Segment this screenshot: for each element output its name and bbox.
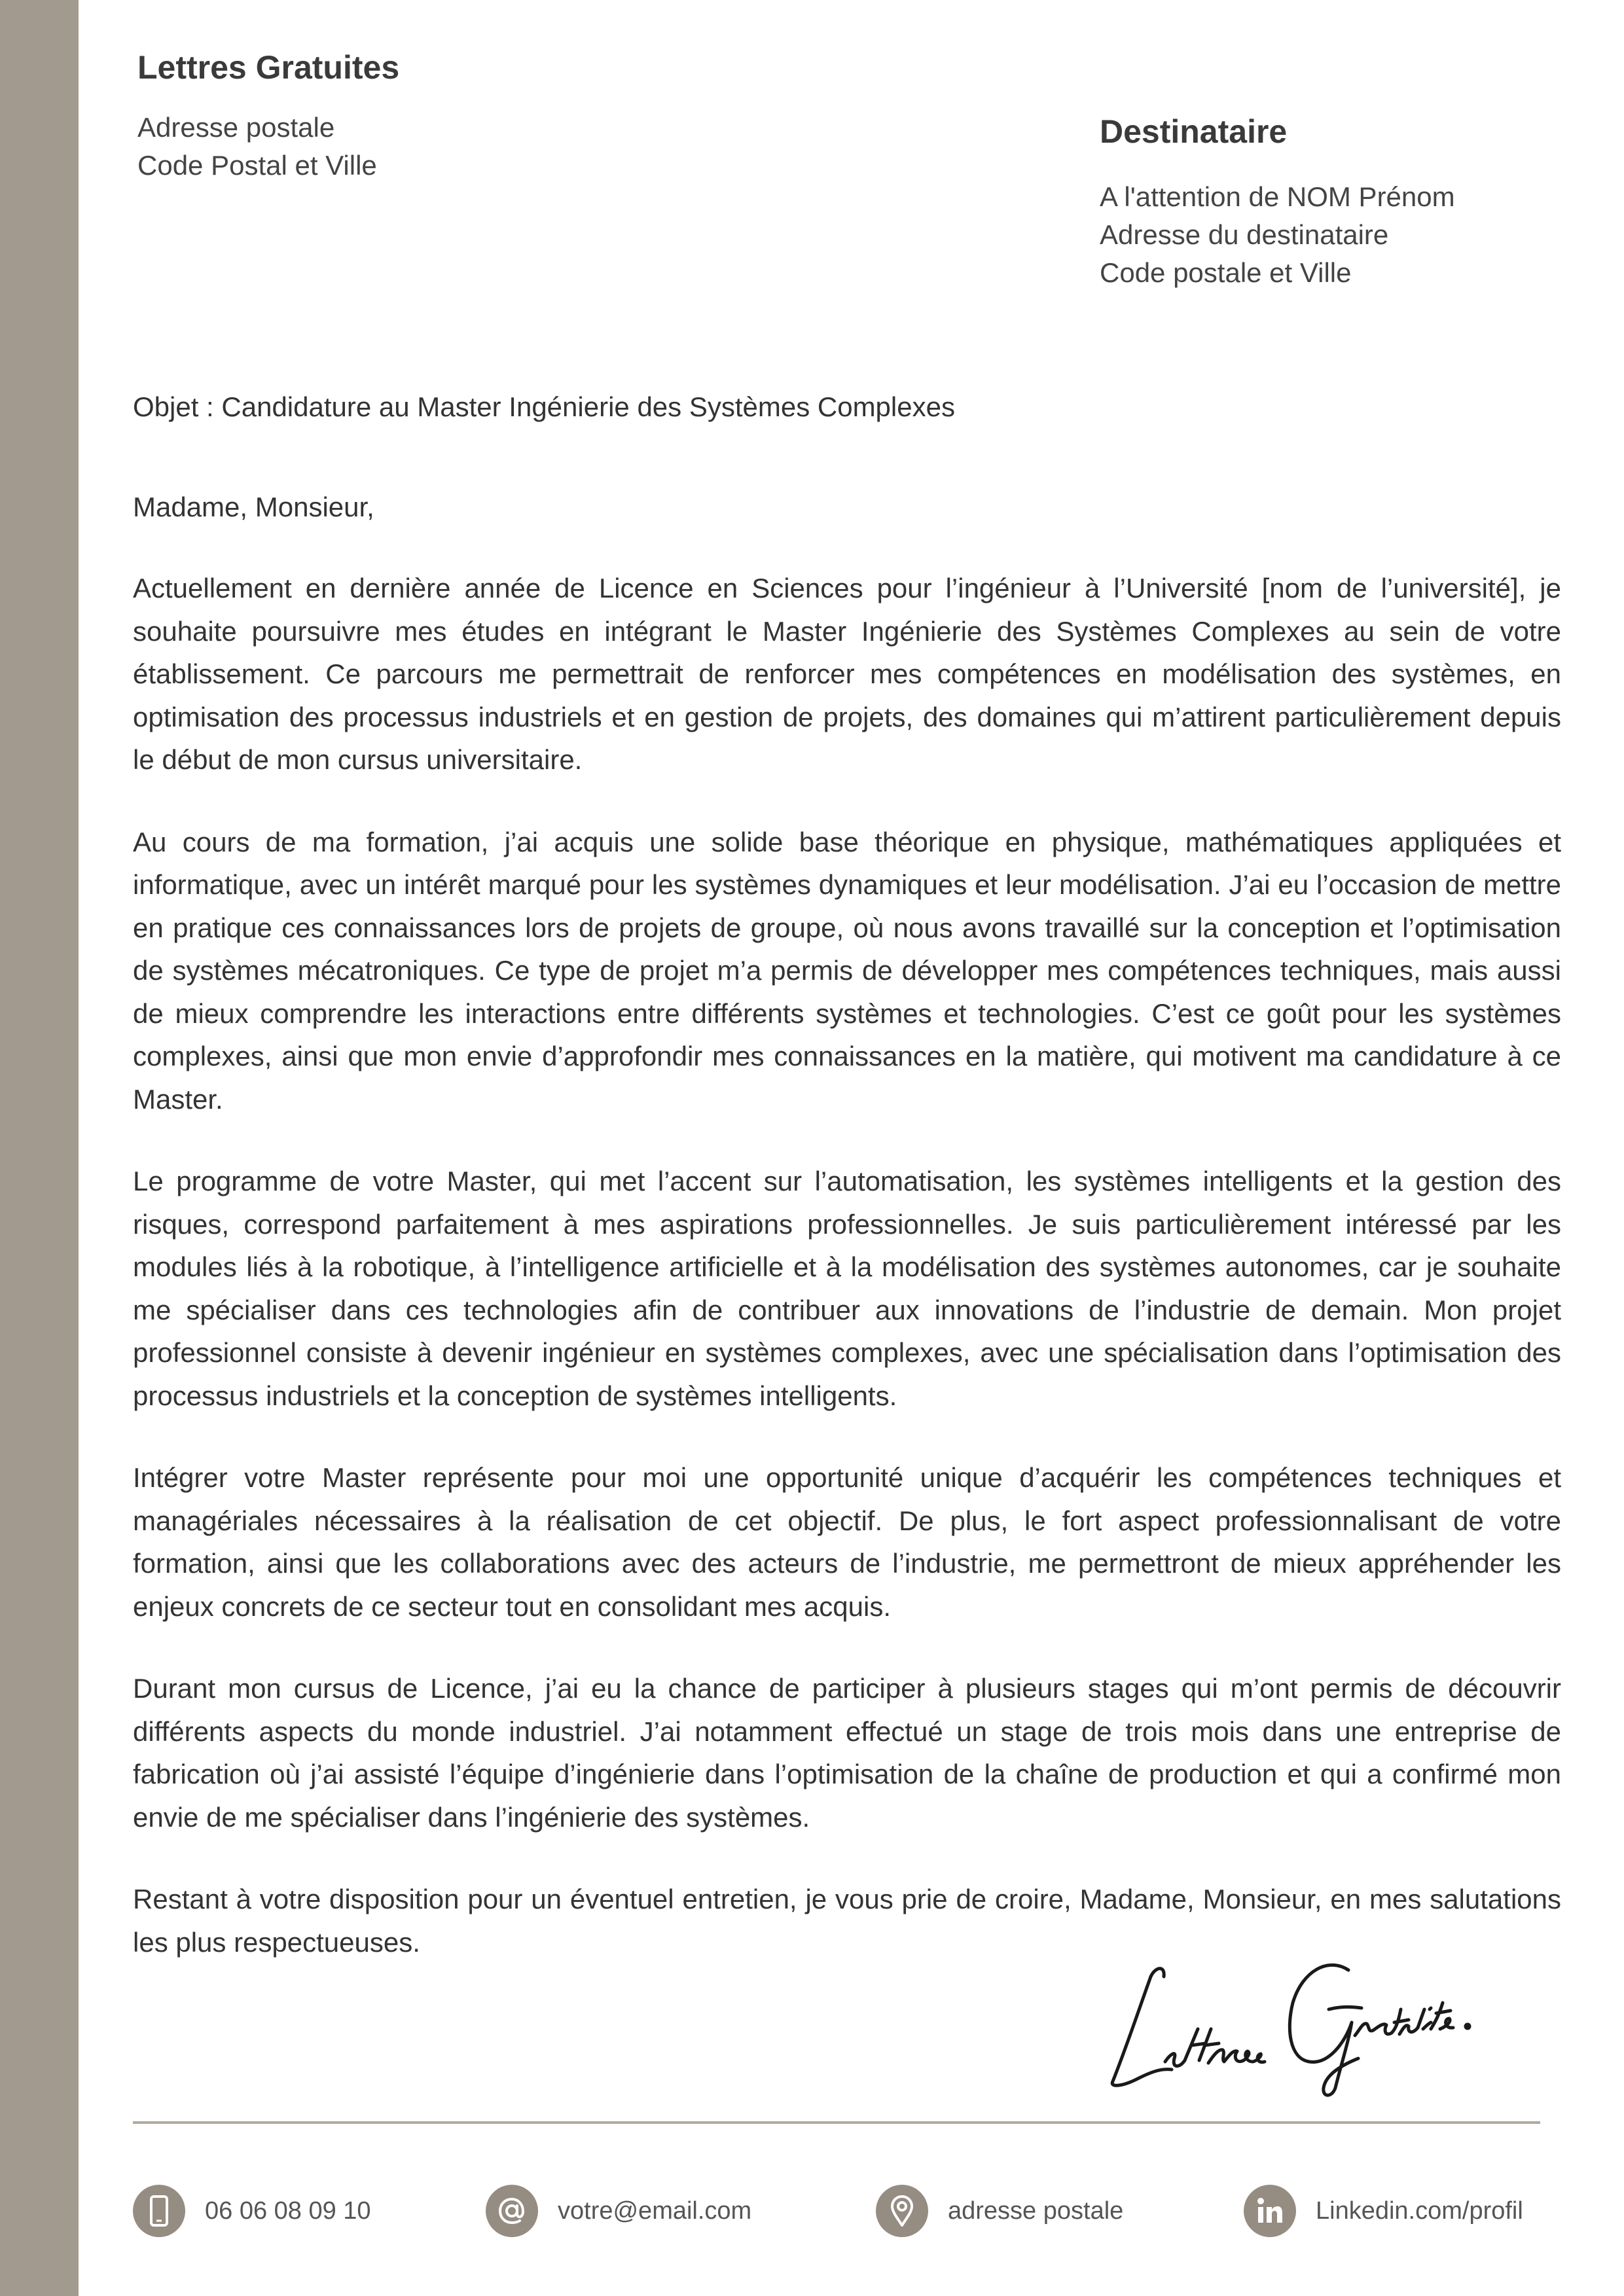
at-icon: [486, 2185, 538, 2237]
body-paragraph: Durant mon cursus de Licence, j’ai eu la chance de participer à plusieurs stages qui m’ont permis de découvrir différents aspects du monde industriel. J’ai notamment effectué un stage de trois mois dans une entreprise de fabrication où j’ai assisté l’équipe d’ingénierie dans l’optimisation de la chaîne de production et qui a confirmé mon envie de me spécialiser dans l’ingénierie des systèmes.: [133, 1673, 1561, 1833]
recipient-address: Adresse du destinataire: [1100, 219, 1389, 250]
closing-paragraph: Restant à votre disposition pour un éventuel entretien, je vous prie de croire, Madame, Monsieur, en mes salutations les plus respectueuses.: [133, 1884, 1561, 1958]
recipient-attention: A l'attention de NOM Prénom: [1100, 181, 1455, 212]
body-paragraph: Le programme de votre Master, qui met l’accent sur l’automatisation, les systèmes intelligents et la gestion des risques, correspond parfaitement à mes aspirations professionnelles. Je suis particulièrement intéressé par les modules liés à la robotique, à l’intelligence artificielle et à la modélisation des systèmes autonomes, car je souhaite me spécialiser dans ces technologies afin de contribuer aux innovations de l’industrie de demain. Mon projet professionnel consiste à devenir ingénieur en systèmes complexes, avec une spécialisation dans l’optimisation des processus industriels et la conception de systèmes intelligents.: [133, 1166, 1561, 1411]
sender-address: Adresse postale: [137, 112, 335, 143]
sender-block: [137, 46, 727, 185]
letter-salutation: Madame, Monsieur,: [133, 492, 374, 522]
footer-divider: [133, 2121, 1540, 2124]
recipient-title: Destinataire: [1100, 113, 1288, 150]
contact-linkedin: [1244, 2185, 1523, 2237]
contact-phone-label: 06 06 08 09 10: [205, 2197, 371, 2225]
phone-icon: [133, 2185, 185, 2237]
contact-email: [486, 2185, 751, 2237]
body-paragraph: Actuellement en dernière année de Licence en Sciences pour l’ingénieur à l’Université [nom de l’université], je souhaite poursuivre mes études en intégrant le Master Ingénierie des Systèmes Complexes au sein de votre établissement. Ce parcours me permettrait de renforcer mes compétences en modélisation des systèmes, en optimisation des processus industriels et en gestion de projets, des domaines qui m’attirent particulièrement depuis le début de mon cursus universitaire.: [133, 573, 1561, 775]
handwritten-signature: [1093, 1931, 1486, 2101]
linkedin-icon: [1244, 2185, 1296, 2237]
contact-linkedin-label: Linkedin.com/profil: [1316, 2197, 1523, 2225]
letter-body: [133, 567, 1561, 2003]
contact-phone: [133, 2185, 371, 2237]
sender-postal-city: Code Postal et Ville: [137, 150, 377, 181]
map-pin-icon: [876, 2185, 928, 2237]
contact-address: [876, 2185, 1123, 2237]
body-paragraph: Au cours de ma formation, j’ai acquis une solide base théorique en physique, mathématiques appliquées et informatique, avec un intérêt marqué pour les systèmes dynamiques et leur modélisation. J’ai eu l’occasion de mettre en pratique ces connaissances lors de projets de groupe, où nous avons travaillé sur la conception et l’optimisation de systèmes mécatroniques. Ce type de projet m’a permis de développer mes compétences techniques, mais aussi de mieux comprendre les interactions entre différents systèmes et technologies. C’est ce goût pour les systèmes complexes, ainsi que mon envie d’approfondir mes connaissances en la matière, qui motivent ma candidature à ce Master.: [133, 826, 1561, 1115]
letter-subject: Objet : Candidature au Master Ingénierie des Systèmes Complexes: [133, 391, 955, 422]
sidebar-accent-bar: [0, 0, 79, 2296]
contact-address-label: adresse postale: [948, 2197, 1124, 2225]
recipient-postal-city: Code postale et Ville: [1100, 257, 1352, 288]
recipient-block: [1100, 110, 1597, 292]
contact-email-label: votre@email.com: [558, 2197, 752, 2225]
body-paragraph: Intégrer votre Master représente pour moi une opportunité unique d’acquérir les compétences techniques et managériales nécessaires à la réalisation de cet objectif. De plus, le fort aspect professionnalisant de votre formation, ainsi que les collaborations avec des acteurs de l’industrie, me permettront de mieux appréhender les enjeux concrets de ce secteur tout en consolidant mes acquis.: [133, 1462, 1561, 1622]
sender-name: Lettres Gratuites: [137, 49, 400, 86]
